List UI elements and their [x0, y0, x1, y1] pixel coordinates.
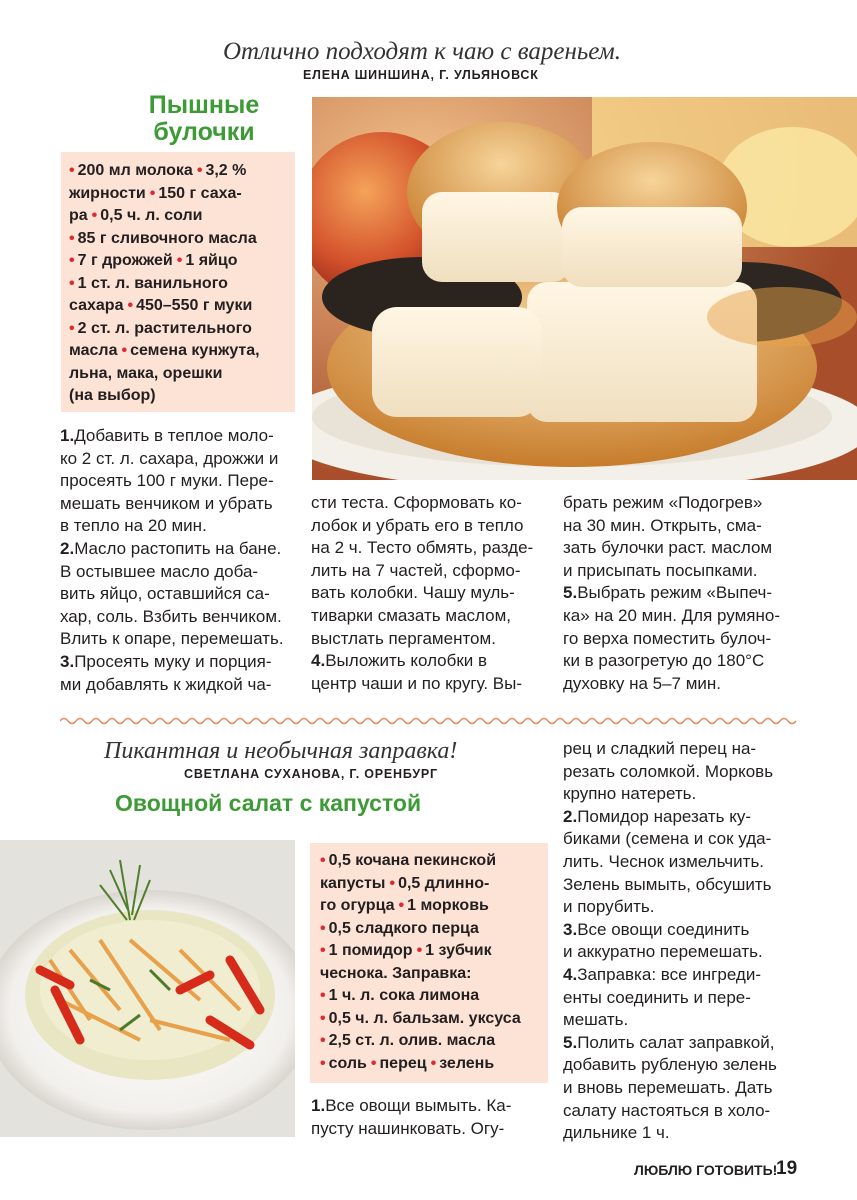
text-line: крупно натереть.: [563, 784, 697, 804]
bullet-icon: •: [370, 1054, 377, 1072]
recipe1-ingredients-box: [61, 152, 295, 412]
ingredient: ра: [69, 207, 88, 224]
step-number: 2.: [60, 538, 75, 558]
text-line: мешать венчиком и убрать: [60, 493, 273, 513]
text-line: пусту нашинковать. Огу-: [311, 1118, 505, 1138]
text-line: тиварки смазать маслом,: [311, 605, 511, 625]
step-number: 1.: [60, 426, 75, 445]
bullet-icon: •: [320, 942, 326, 959]
text-line: го верха поместить булоч-: [563, 628, 772, 648]
recipe1-steps-col2: [311, 492, 551, 695]
text-line: Зелень вымыть, обсушить: [563, 874, 772, 894]
text-line: лить на 7 частей, сформо-: [311, 560, 521, 580]
text-line: лобок и убрать его в тепло: [311, 515, 524, 535]
ingredient: 1 морковь: [407, 897, 489, 914]
bullet-icon: •: [320, 1009, 326, 1027]
bullet-icon: •: [320, 1032, 326, 1049]
text-line: и присыпать посыпками.: [563, 560, 758, 580]
text-line: ми добавлять к жидкой ча-: [60, 674, 272, 694]
text-line: лить. Чеснок измельчить.: [563, 851, 765, 871]
text-line: хар, соль. Взбить венчиком.: [60, 606, 282, 626]
ingredient: 0,5 ч. л. соли: [100, 207, 203, 224]
text-line: салату настояться в холо-: [563, 1100, 771, 1120]
bullet-icon: •: [176, 252, 183, 269]
bullet-icon: •: [69, 252, 75, 269]
text-line: брать режим «Подогрев»: [563, 493, 763, 512]
text-line: Выложить колобки в: [325, 651, 488, 671]
text-line: ки в разогретую до 180°С: [563, 651, 765, 671]
text-line: Влить к опаре, перемешать.: [60, 629, 284, 649]
text-line: и порубить.: [563, 897, 655, 917]
ingredient: чеснока. Заправка:: [320, 964, 472, 982]
text-line: резать соломкой. Морковь: [563, 761, 774, 781]
ingredient: 450–550 г муки: [136, 297, 253, 314]
recipe2-ingredients-box: [310, 843, 548, 1083]
text-line: Все овощи вымыть. Ка-: [325, 1096, 512, 1115]
bullet-icon: •: [121, 342, 128, 359]
text-line: Масло растопить на бане.: [74, 538, 282, 558]
recipe1-quote: Отлично подходят к чаю с вареньем.: [223, 38, 621, 65]
buns-photo: [312, 97, 857, 480]
bullet-icon: •: [320, 1054, 326, 1072]
ingredient: 150 г саха-: [158, 184, 242, 202]
recipe1-steps-col1: [60, 425, 300, 696]
text-line: вать колобки. Чашу муль-: [311, 583, 515, 603]
ingredient: масла: [69, 342, 118, 359]
text-line: дильнике 1 ч.: [563, 1123, 670, 1143]
text-line: Добавить в теплое моло-: [74, 426, 274, 445]
bullet-icon: •: [320, 852, 326, 869]
recipe2-quote: Пикантная и необычная заправка!: [104, 738, 458, 764]
ingredient: 0,5 ч. л. бальзам. уксуса: [328, 1009, 521, 1027]
recipe2-title: Овощной салат с капустой: [115, 790, 422, 816]
text-line: ка» на 20 мин. Для румяно-: [563, 605, 780, 625]
bullet-icon: •: [69, 229, 75, 247]
step-number: 4.: [563, 964, 578, 984]
text-line: выстлать пергаментом.: [311, 628, 496, 648]
bullet-icon: •: [416, 942, 423, 959]
text-line: ко 2 ст. л. сахара, дрожжи и: [60, 448, 279, 468]
ingredient: 1 зубчик: [425, 942, 492, 959]
text-line: Помидор нарезать ку-: [577, 806, 752, 826]
text-line: Все овощи соединить: [577, 919, 750, 939]
bullet-icon: •: [69, 162, 75, 179]
bullet-icon: •: [69, 274, 75, 292]
text-line: Просеять муку и порция-: [74, 651, 272, 671]
text-line: рец и сладкий перец на-: [563, 739, 757, 758]
ingredient: 0,5 кочана пекинской: [328, 852, 497, 869]
step-number: 3.: [60, 651, 75, 671]
salad-photo: [0, 840, 295, 1137]
step-number: 5.: [563, 1032, 578, 1052]
recipe1-title-line-1: Пышные: [148, 91, 260, 119]
text-line: добавить рубленую зелень: [563, 1055, 777, 1075]
ingredient: 3,2 %: [205, 162, 247, 179]
recipe1-steps-col3: [563, 492, 803, 695]
bullet-icon: •: [91, 207, 98, 224]
text-line: и вновь перемешать. Дать: [563, 1077, 773, 1097]
ingredient: 7 г дрожжей: [77, 252, 173, 269]
bullet-icon: •: [320, 919, 326, 937]
step-number: 4.: [311, 651, 326, 671]
text-line: биками (семена и сок уда-: [563, 829, 772, 849]
ingredient: 1 ст. л. ванильного: [77, 274, 228, 292]
bullet-icon: •: [69, 319, 75, 337]
step-number: 1.: [311, 1096, 326, 1115]
ingredient: 1 яйцо: [185, 252, 238, 269]
ingredient: жирности: [69, 184, 146, 202]
text-line: на 30 мин. Открыть, сма-: [563, 515, 762, 535]
ingredient: 1 помидор: [328, 942, 413, 959]
text-line: на 2 ч. Тесто обмять, разде-: [311, 538, 534, 558]
text-line: Заправка: все ингреди-: [577, 964, 761, 984]
ingredient: сахара: [69, 297, 124, 314]
ingredient: (на выбор): [69, 387, 156, 404]
text-line: мешать.: [563, 1010, 629, 1030]
text-line: вить яйцо, оставшийся са-: [60, 584, 270, 604]
bullet-icon: •: [320, 987, 326, 1004]
ingredient: соль: [328, 1054, 367, 1072]
ingredient: капусты: [320, 874, 386, 892]
text-line: духовку на 5–7 мин.: [563, 673, 722, 693]
recipe1-ingredients-list: [69, 160, 260, 408]
ingredient: 0,5 сладкого перца: [328, 919, 479, 937]
ingredient: семена кунжута,: [130, 342, 260, 359]
recipe1-title-line-2: булочки: [153, 118, 255, 146]
recipe1-author: ЕЛЕНА ШИНШИНА, Г. УЛЬЯНОВСК: [303, 68, 539, 82]
text-line: в тепло на 20 мин.: [60, 516, 207, 536]
bullet-icon: •: [430, 1054, 437, 1072]
ingredient: 1 ч. л. сока лимона: [328, 987, 480, 1004]
bullet-icon: •: [389, 874, 396, 892]
text-line: Выбрать режим «Выпеч-: [577, 583, 773, 603]
recipe2-ingredients-list: [320, 850, 521, 1075]
ingredient: перец: [379, 1054, 427, 1072]
magazine-name: ЛЮБЛЮ ГОТОВИТЬ!: [634, 1162, 778, 1178]
recipe1-title: [94, 92, 314, 146]
bullet-icon: •: [149, 184, 156, 202]
page-number: 19: [776, 1158, 798, 1179]
section-divider: [60, 713, 798, 723]
text-line: сти теста. Сформовать ко-: [311, 493, 522, 512]
text-line: и аккуратно перемешать.: [563, 942, 763, 962]
text-line: зать булочки раст. маслом: [563, 538, 773, 558]
text-line: В остывшее масло доба-: [60, 561, 259, 581]
ingredient: 0,5 длинно-: [398, 874, 490, 892]
step-number: 2.: [563, 806, 578, 826]
ingredient: зелень: [439, 1054, 495, 1072]
step-number: 5.: [563, 583, 578, 603]
ingredient: 200 мл молока: [77, 162, 193, 179]
ingredient: льна, мака, орешки: [69, 364, 223, 382]
recipe2-author: СВЕТЛАНА СУХАНОВА, Г. ОРЕНБУРГ: [184, 767, 438, 781]
bullet-icon: •: [127, 297, 134, 314]
text-line: Полить салат заправкой,: [577, 1032, 775, 1052]
bullet-icon: •: [398, 897, 405, 914]
bullet-icon: •: [196, 162, 203, 179]
ingredient: 2 ст. л. растительного: [77, 319, 252, 337]
ingredient: го огурца: [320, 897, 395, 914]
step-number: 3.: [563, 919, 578, 939]
recipe2-steps-col2: [563, 738, 803, 1145]
text-line: центр чаши и по кругу. Вы-: [311, 673, 522, 693]
ingredient: 2,5 ст. л. олив. масла: [328, 1032, 496, 1049]
recipe2-steps-col1: [311, 1095, 551, 1140]
text-line: енты соединить и пере-: [563, 987, 751, 1007]
text-line: просеять 100 г муки. Пере-: [60, 471, 274, 491]
ingredient: 85 г сливочного масла: [77, 229, 257, 247]
